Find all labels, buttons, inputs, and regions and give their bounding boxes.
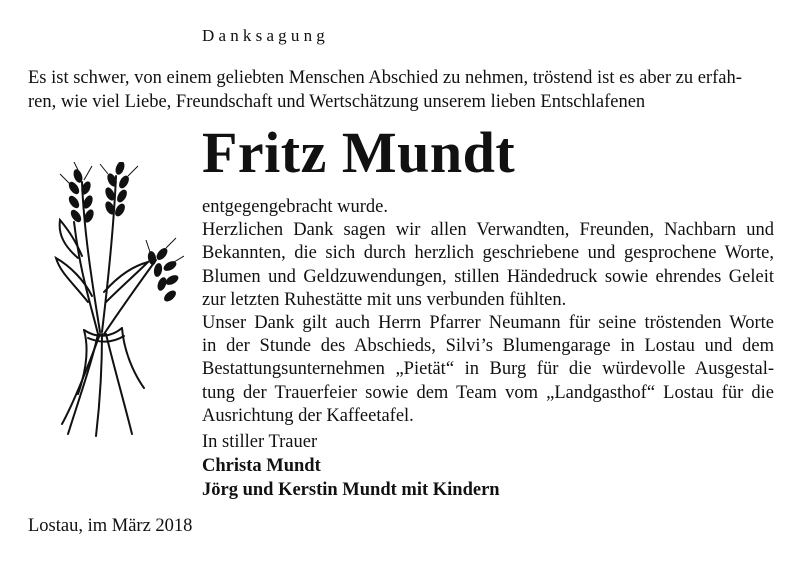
closing-block [202, 430, 500, 502]
body-line: tung der Trauerfeier sowie dem Team vom „Landgasthof“ Lostau für die [202, 382, 774, 403]
intro-line: Es ist schwer, von einem geliebten Menschen Abschied zu nehmen, tröstend ist es aber zu erfah- [28, 68, 742, 88]
body-line: entgegengebracht wurde. [202, 197, 388, 217]
body-line: Ausrichtung der Kaffeetafel. [202, 405, 414, 426]
place-date: Lostau, im März 2018 [28, 516, 193, 536]
wheat-sheaf-icon [44, 162, 184, 442]
body-line: Unser Dank gilt auch Herrn Pfarrer Neumann für seine tröstenden Worte [202, 313, 774, 334]
mourner-name: Jörg und Kerstin Mundt mit Kindern [202, 480, 500, 500]
closing-phrase: In stiller Trauer [202, 432, 318, 452]
body-line: Bekannten, die sich durch herzlich geschriebene und gesprochene Worte, [202, 243, 774, 264]
intro-text [28, 66, 773, 114]
body-text [202, 196, 774, 428]
body-line: Blumen und Geldzuwendungen, stillen Händedruck sowie ehrendes Geleit [202, 266, 774, 287]
body-line: zur letzten Ruhestätte mit uns verbunden fühlten. [202, 289, 567, 310]
body-line: in der Stunde des Abschieds, Silvi’s Blumengarage in Lostau und dem [202, 336, 774, 357]
mourner-name: Christa Mundt [202, 456, 321, 476]
notice-heading: Danksagung [202, 26, 329, 45]
deceased-name: Fritz Mundt [202, 120, 516, 185]
intro-line: ren, wie viel Liebe, Freundschaft und Wertschätzung unserem lieben Entschlafenen [28, 92, 646, 112]
body-line: Bestattungsunternehmen „Pietät“ in Burg für die würdevolle Ausgestal- [202, 359, 774, 380]
body-line: Herzlichen Dank sagen wir allen Verwandten, Freunden, Nachbarn und [202, 220, 774, 241]
